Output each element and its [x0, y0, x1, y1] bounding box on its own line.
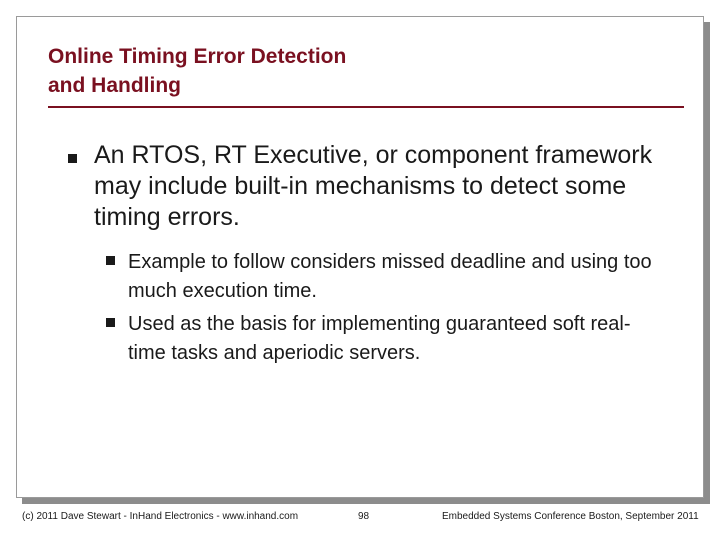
footer-conference: Embedded Systems Conference Boston, September 2011: [442, 511, 699, 522]
sub-bullet-text: Used as the basis for implementing guaranteed soft real-time tasks and aperiodic servers.: [128, 313, 631, 364]
title-line-2: and Handling: [48, 74, 181, 97]
sub-bullet-text: Example to follow considers missed deadline and using too much execution time.: [128, 251, 652, 302]
square-bullet-icon: [68, 154, 77, 163]
main-bullet-text: An RTOS, RT Executive, or component framework may include built-in mechanisms to detect some timing errors.: [94, 141, 653, 231]
slide-title: [48, 42, 568, 100]
title-line-1: Online Timing Error Detection: [48, 45, 347, 68]
footer-page-number: 98: [358, 511, 370, 522]
square-bullet-icon: [106, 256, 115, 265]
square-bullet-icon: [106, 318, 115, 327]
footer-copyright: (c) 2011 Dave Stewart - InHand Electronics - www.inhand.com: [22, 511, 299, 522]
title-divider: [48, 106, 684, 108]
